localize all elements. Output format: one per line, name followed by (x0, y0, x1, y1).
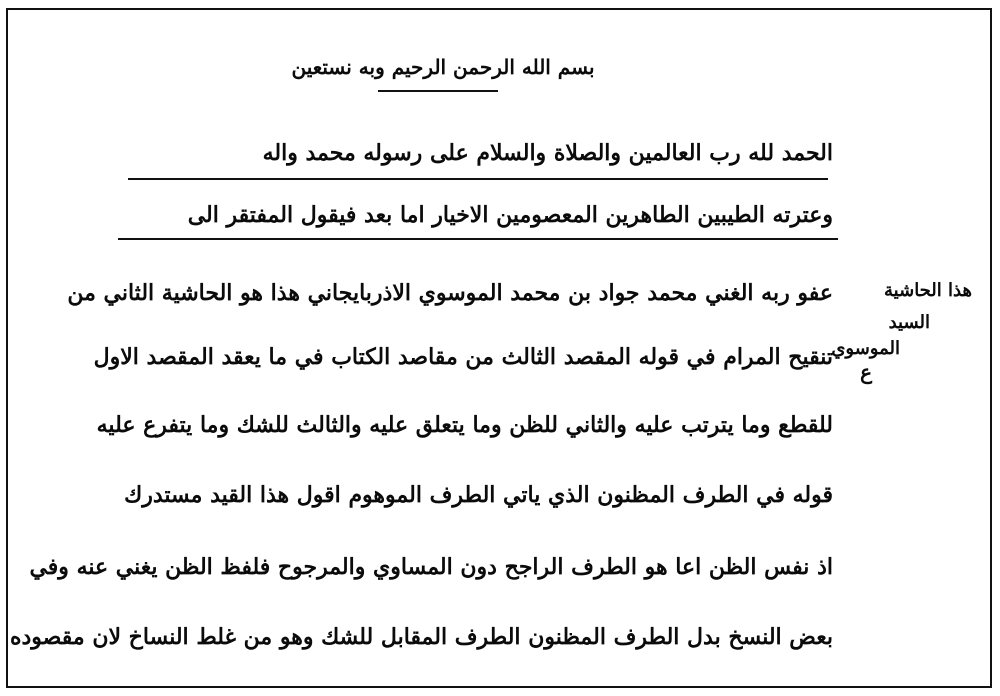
manuscript-line-4: تنقيح المرام في قوله المقصد الثالث من مقاصد الكتاب في ما يعقد المقصد الاول (93, 344, 833, 370)
basmala-heading: بسم الله الرحمن الرحيم وبه نستعين (291, 55, 595, 79)
manuscript-line-7: اذ نفس الظن اعا هو الطرف الراجح دون المساوي والمرجوح فلفظ الظن يغني عنه وفي (29, 554, 833, 580)
manuscript-line-6: قوله في الطرف المظنون الذي ياتي الطرف الموهوم اقول هذا القيد مستدرك (124, 482, 833, 508)
line-rule-2 (118, 238, 838, 240)
manuscript-page (6, 8, 992, 688)
manuscript-text-block (8, 10, 990, 686)
manuscript-line-2: وعترته الطيبين الطاهرين المعصومين الاخيار اما بعد فيقول المفتقر الى (187, 202, 833, 228)
manuscript-line-5: للقطع وما يترتب عليه والثاني للظن وما يتعلق عليه والثالث للشك وما يتفرع عليه (96, 412, 833, 438)
margin-marker-glyph: ع (860, 360, 872, 384)
margin-note-line-3: الموسوي (831, 338, 900, 359)
basmala-underline (378, 90, 498, 92)
line-rule-1 (128, 178, 828, 180)
manuscript-line-8: بعض النسخ بدل الطرف المظنون الطرف المقابل للشك وهو من غلط النساخ لان مقصوده (9, 624, 833, 650)
margin-note-line-2: السيد (888, 312, 930, 333)
manuscript-line-3: عفو ربه الغني محمد جواد بن محمد الموسوي الاذربايجاني هذا هو الحاشية الثاني من (67, 280, 833, 306)
margin-note-line-1: هذا الحاشية (884, 280, 972, 301)
manuscript-line-1: الحمد لله رب العالمين والصلاة والسلام على رسوله محمد واله (262, 140, 833, 166)
